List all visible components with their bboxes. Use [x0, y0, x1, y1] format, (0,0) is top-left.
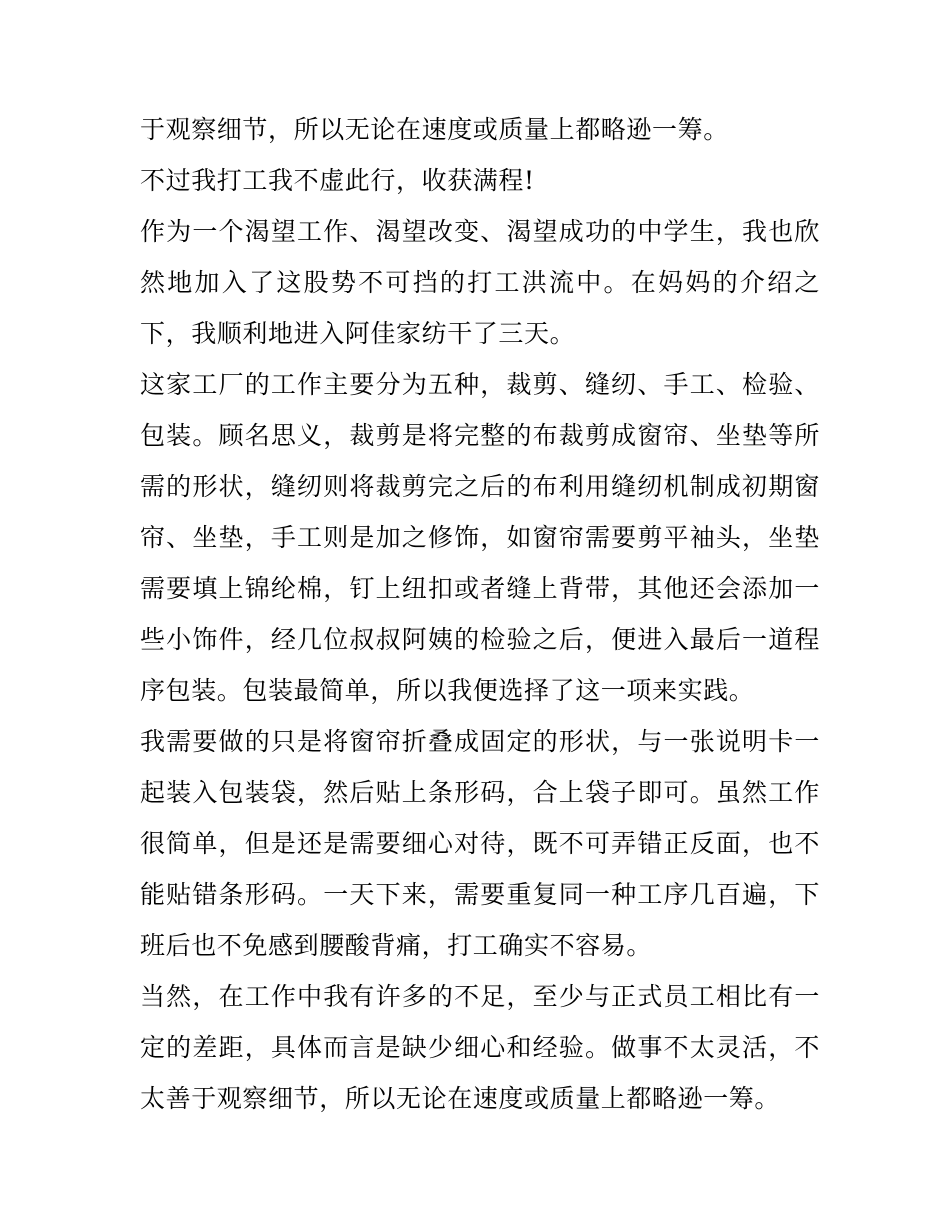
paragraph-2: 不过我打工我不虚此行，收获满程!: [140, 166, 535, 195]
paragraph-6: 当然，在工作中我有许多的不足，至少与正式员工相比有一定的差距，具体而言是缺少细心和经验。做事不太灵活，不太善于观察细节，所以无论在速度或质量上都略逊一筹。: [140, 982, 820, 1113]
paragraph-5: 我需要做的只是将窗帘折叠成固定的形状，与一张说明卡一起装入包装袋，然后贴上条形码，合上袋子即可。虽然工作很简单，但是还是需要细心对待，既不可弄错正反面，也不能贴错条形码。一天下来，需要重复同一种工序几百遍，下班后也不免感到腰酸背痛，打工确实不容易。: [140, 727, 820, 960]
document-body: [140, 104, 820, 1124]
paragraph-1: 于观察细节，所以无论在速度或质量上都略逊一筹。: [140, 115, 729, 144]
paragraph-4: 这家工厂的工作主要分为五种，裁剪、缝纫、手工、检验、包装。顾名思义，裁剪是将完整的布裁剪成窗帘、坐垫等所需的形状，缝纫则将裁剪完之后的布利用缝纫机制成初期窗帘、坐垫，手工则是加之修饰，如窗帘需要剪平袖头，坐垫需要填上锦纶棉，钉上纽扣或者缝上背带，其他还会添加一些小饰件，经几位叔叔阿姨的检验之后，便进入最后一道程序包装。包装最简单，所以我便选择了这一项来实践。: [140, 370, 820, 705]
paragraph-3: 作为一个渴望工作、渴望改变、渴望成功的中学生，我也欣然地加入了这股势不可挡的打工洪流中。在妈妈的介绍之下，我顺利地进入阿佳家纺干了三天。: [140, 217, 820, 348]
